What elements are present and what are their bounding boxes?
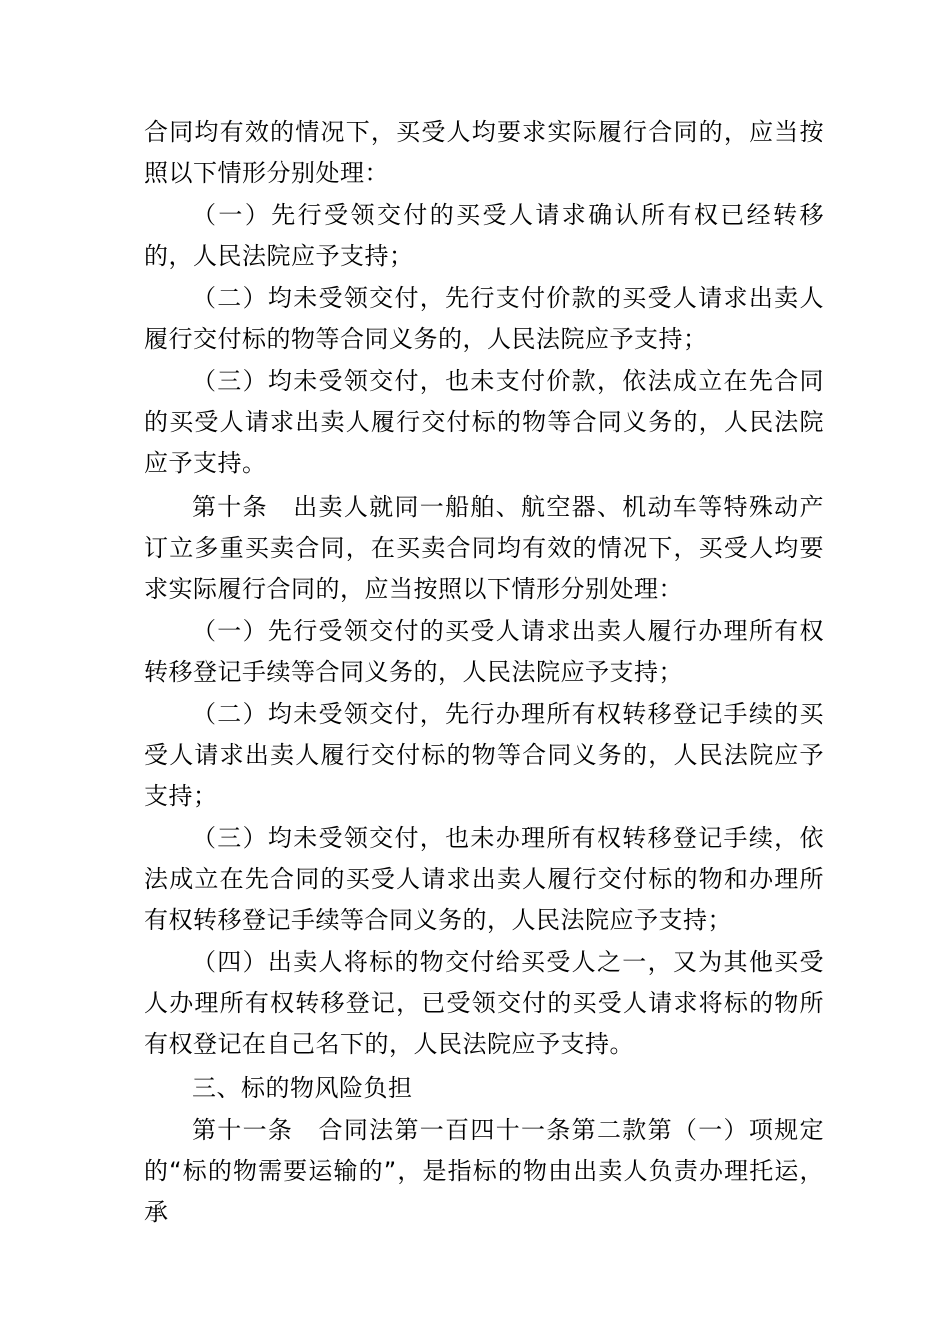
paragraph-item-3: （三）均未受领交付，也未支付价款，依法成立在先合同的买受人请求出卖人履行交付标的物等合同义务的，人民法院应予支持。 [144, 367, 824, 477]
paragraph-continuation: 合同均有效的情况下，买受人均要求实际履行合同的，应当按照以下情形分别处理： [144, 118, 824, 187]
section-heading: 三、标的物风险负担 [192, 1074, 413, 1102]
article-10-item-4: （四）出卖人将标的物交付给买受人之一，又为其他买受人办理所有权转移登记，已受领交付的买受人请求将标的物所有权登记在自己名下的，人民法院应予支持。 [144, 948, 824, 1058]
paragraph-item-2: （二）均未受领交付，先行支付价款的买受人请求出卖人履行交付标的物等合同义务的，人民法院应予支持； [144, 284, 824, 353]
document-page [144, 112, 824, 1233]
article-10-item-1: （一）先行受领交付的买受人请求出卖人履行办理所有权转移登记手续等合同义务的，人民法院应予支持； [144, 617, 824, 686]
article-10: 第十条 出卖人就同一船舶、航空器、机动车等特殊动产订立多重买卖合同，在买卖合同均有效的情况下，买受人均要求实际履行合同的，应当按照以下情形分别处理： [144, 493, 824, 603]
article-10-item-2: （二）均未受领交付，先行办理所有权转移登记手续的买受人请求出卖人履行交付标的物等合同义务的，人民法院应予支持； [144, 700, 824, 810]
article-11: 第十一条 合同法第一百四十一条第二款第（一）项规定的“标的物需要运输的”，是指标的物由出卖人负责办理托运，承 [144, 1116, 824, 1226]
article-10-item-3: （三）均未受领交付，也未办理所有权转移登记手续，依法成立在先合同的买受人请求出卖人履行交付标的物和办理所有权转移登记手续等合同义务的，人民法院应予支持； [144, 824, 824, 934]
paragraph-item-1: （一）先行受领交付的买受人请求确认所有权已经转移的，人民法院应予支持； [144, 201, 824, 270]
